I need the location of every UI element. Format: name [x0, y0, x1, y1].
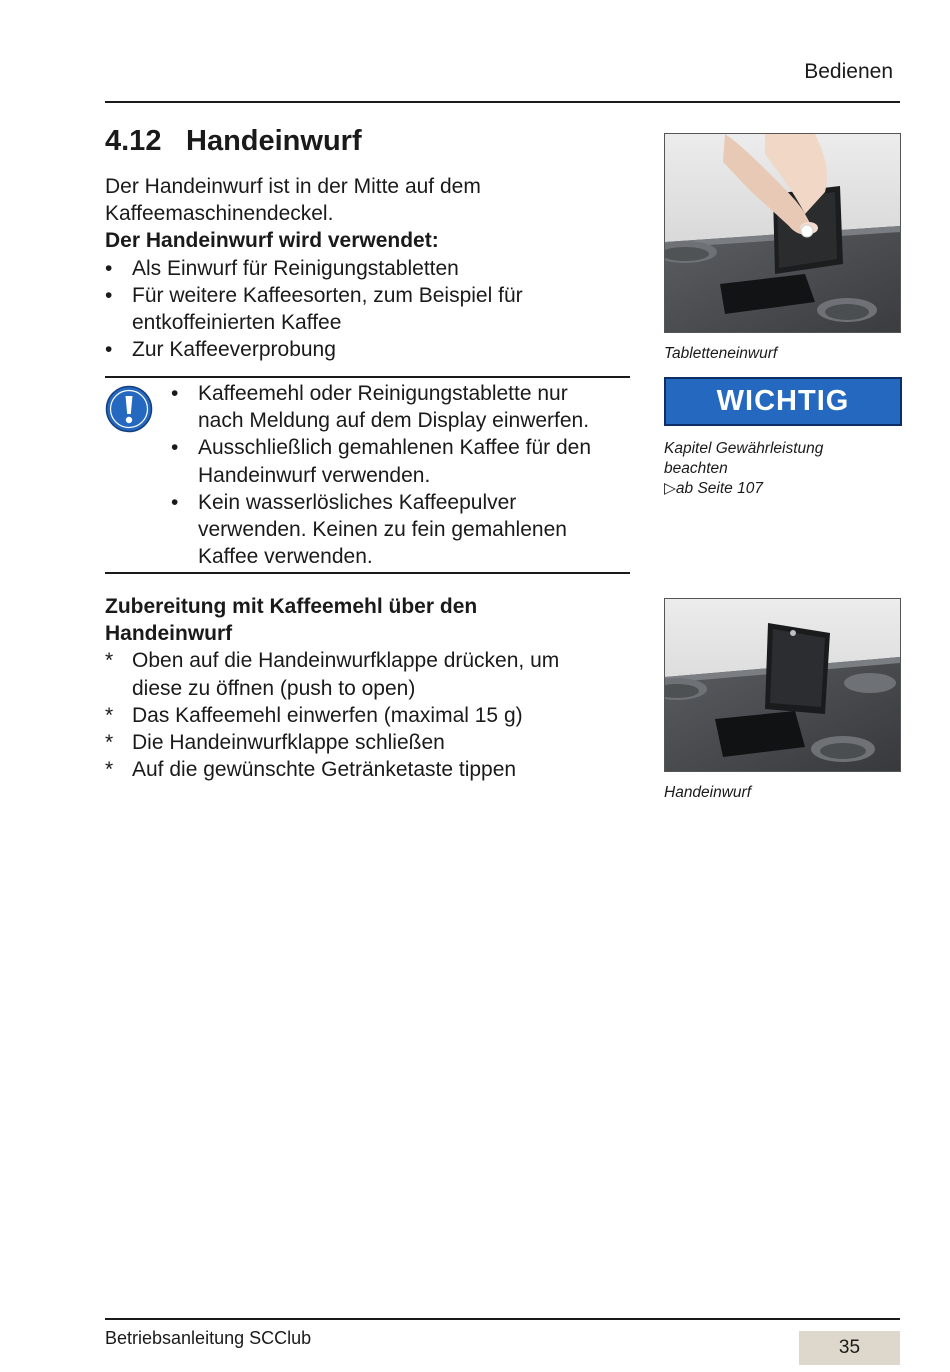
- manual-insertion-photo: [664, 598, 901, 772]
- list-item: [171, 380, 631, 434]
- step-item: [105, 729, 645, 756]
- triangle-right-icon: ▷: [664, 480, 676, 497]
- list-item-line: Ausschließlich gemahlenen Kaffee für den: [198, 436, 592, 460]
- section-title-text: Handeinwurf: [186, 125, 362, 157]
- bullet-mark: •: [105, 338, 113, 362]
- section-title: [105, 125, 362, 158]
- page-number: 35: [799, 1331, 900, 1365]
- bullet-mark: •: [105, 283, 113, 307]
- usage-list: [105, 255, 645, 364]
- step-line: Das Kaffeemehl einwerfen (maximal 15 g): [132, 703, 523, 727]
- steps-list: [105, 647, 645, 783]
- list-item-line: nach Meldung auf dem Display einwerfen.: [198, 409, 590, 433]
- exclamation-circle-icon: [105, 385, 153, 433]
- bullet-mark: •: [171, 436, 179, 460]
- step-mark: *: [105, 731, 114, 755]
- list-item: [171, 489, 631, 571]
- list-item: [105, 282, 645, 336]
- list-item-line: Kein wasserlösliches Kaffeepulver: [198, 490, 517, 514]
- list-item-line: Kaffeemehl oder Reinigungstablette nur: [198, 382, 568, 405]
- tablet-insertion-photo: [664, 133, 901, 333]
- step-line: Die Handeinwurfklappe schließen: [132, 731, 445, 755]
- list-item-line: Kaffee verwenden.: [198, 545, 373, 569]
- important-badge: WICHTIG: [664, 377, 902, 426]
- bullet-mark: •: [105, 256, 113, 280]
- list-item-line: Für weitere Kaffeesorten, zum Beispiel für: [132, 283, 523, 307]
- intro-line: Kaffeemaschinendeckel.: [105, 202, 334, 226]
- manual-title: Betriebsanleitung SCClub: [105, 1328, 312, 1348]
- bullet-mark: •: [171, 490, 179, 514]
- notice-block: [171, 380, 631, 570]
- step-item: [105, 702, 645, 729]
- step-line: Auf die gewünschte Getränketaste tippen: [132, 758, 517, 782]
- notice-bottom-rule: [105, 572, 630, 574]
- step-line: Oben auf die Handeinwurfklappe drücken, um: [132, 649, 560, 673]
- list-item-line: Als Einwurf für Reinigungstabletten: [132, 256, 459, 280]
- photo1-caption: Tabletteneinwurf: [664, 345, 778, 362]
- intro-block: [105, 173, 645, 363]
- section-number: 4.12: [105, 125, 162, 157]
- list-item-line: verwenden. Keinen zu fein gemahlenen: [198, 518, 567, 542]
- step-mark: *: [105, 649, 114, 673]
- list-item: [171, 434, 631, 488]
- photo2-caption: Handeinwurf: [664, 784, 752, 801]
- warranty-page-link[interactable]: ab Seite 107: [675, 480, 763, 497]
- preparation-block: [105, 593, 645, 783]
- list-item-line: Zur Kaffeeverprobung: [132, 338, 336, 362]
- intro-subheading: Der Handeinwurf wird verwendet:: [105, 229, 439, 253]
- warranty-note-line: Kapitel Gewährleistung: [664, 440, 824, 457]
- step-item: [105, 756, 645, 783]
- warranty-note-line: beachten: [664, 460, 728, 477]
- notice-top-rule: [105, 376, 630, 378]
- step-mark: *: [105, 758, 114, 782]
- preparation-heading: Handeinwurf: [105, 622, 233, 646]
- intro-line: Der Handeinwurf ist in der Mitte auf dem: [105, 175, 481, 198]
- warranty-note: [664, 439, 904, 499]
- list-item-line: Handeinwurf verwenden.: [198, 463, 431, 487]
- footer-rule: [105, 1318, 900, 1320]
- list-item: [105, 255, 645, 282]
- step-mark: *: [105, 703, 114, 727]
- warranty-note-reference: [664, 479, 904, 499]
- running-header: Bedienen: [804, 60, 893, 83]
- notice-list: [171, 380, 631, 570]
- preparation-heading: Zubereitung mit Kaffeemehl über den: [105, 595, 478, 618]
- step-line: diese zu öffnen (push to open): [132, 676, 416, 700]
- header-rule: [105, 101, 900, 103]
- list-item-line: entkoffeinierten Kaffee: [132, 311, 342, 335]
- step-item: [105, 647, 645, 701]
- bullet-mark: •: [171, 382, 179, 405]
- list-item: [105, 336, 645, 363]
